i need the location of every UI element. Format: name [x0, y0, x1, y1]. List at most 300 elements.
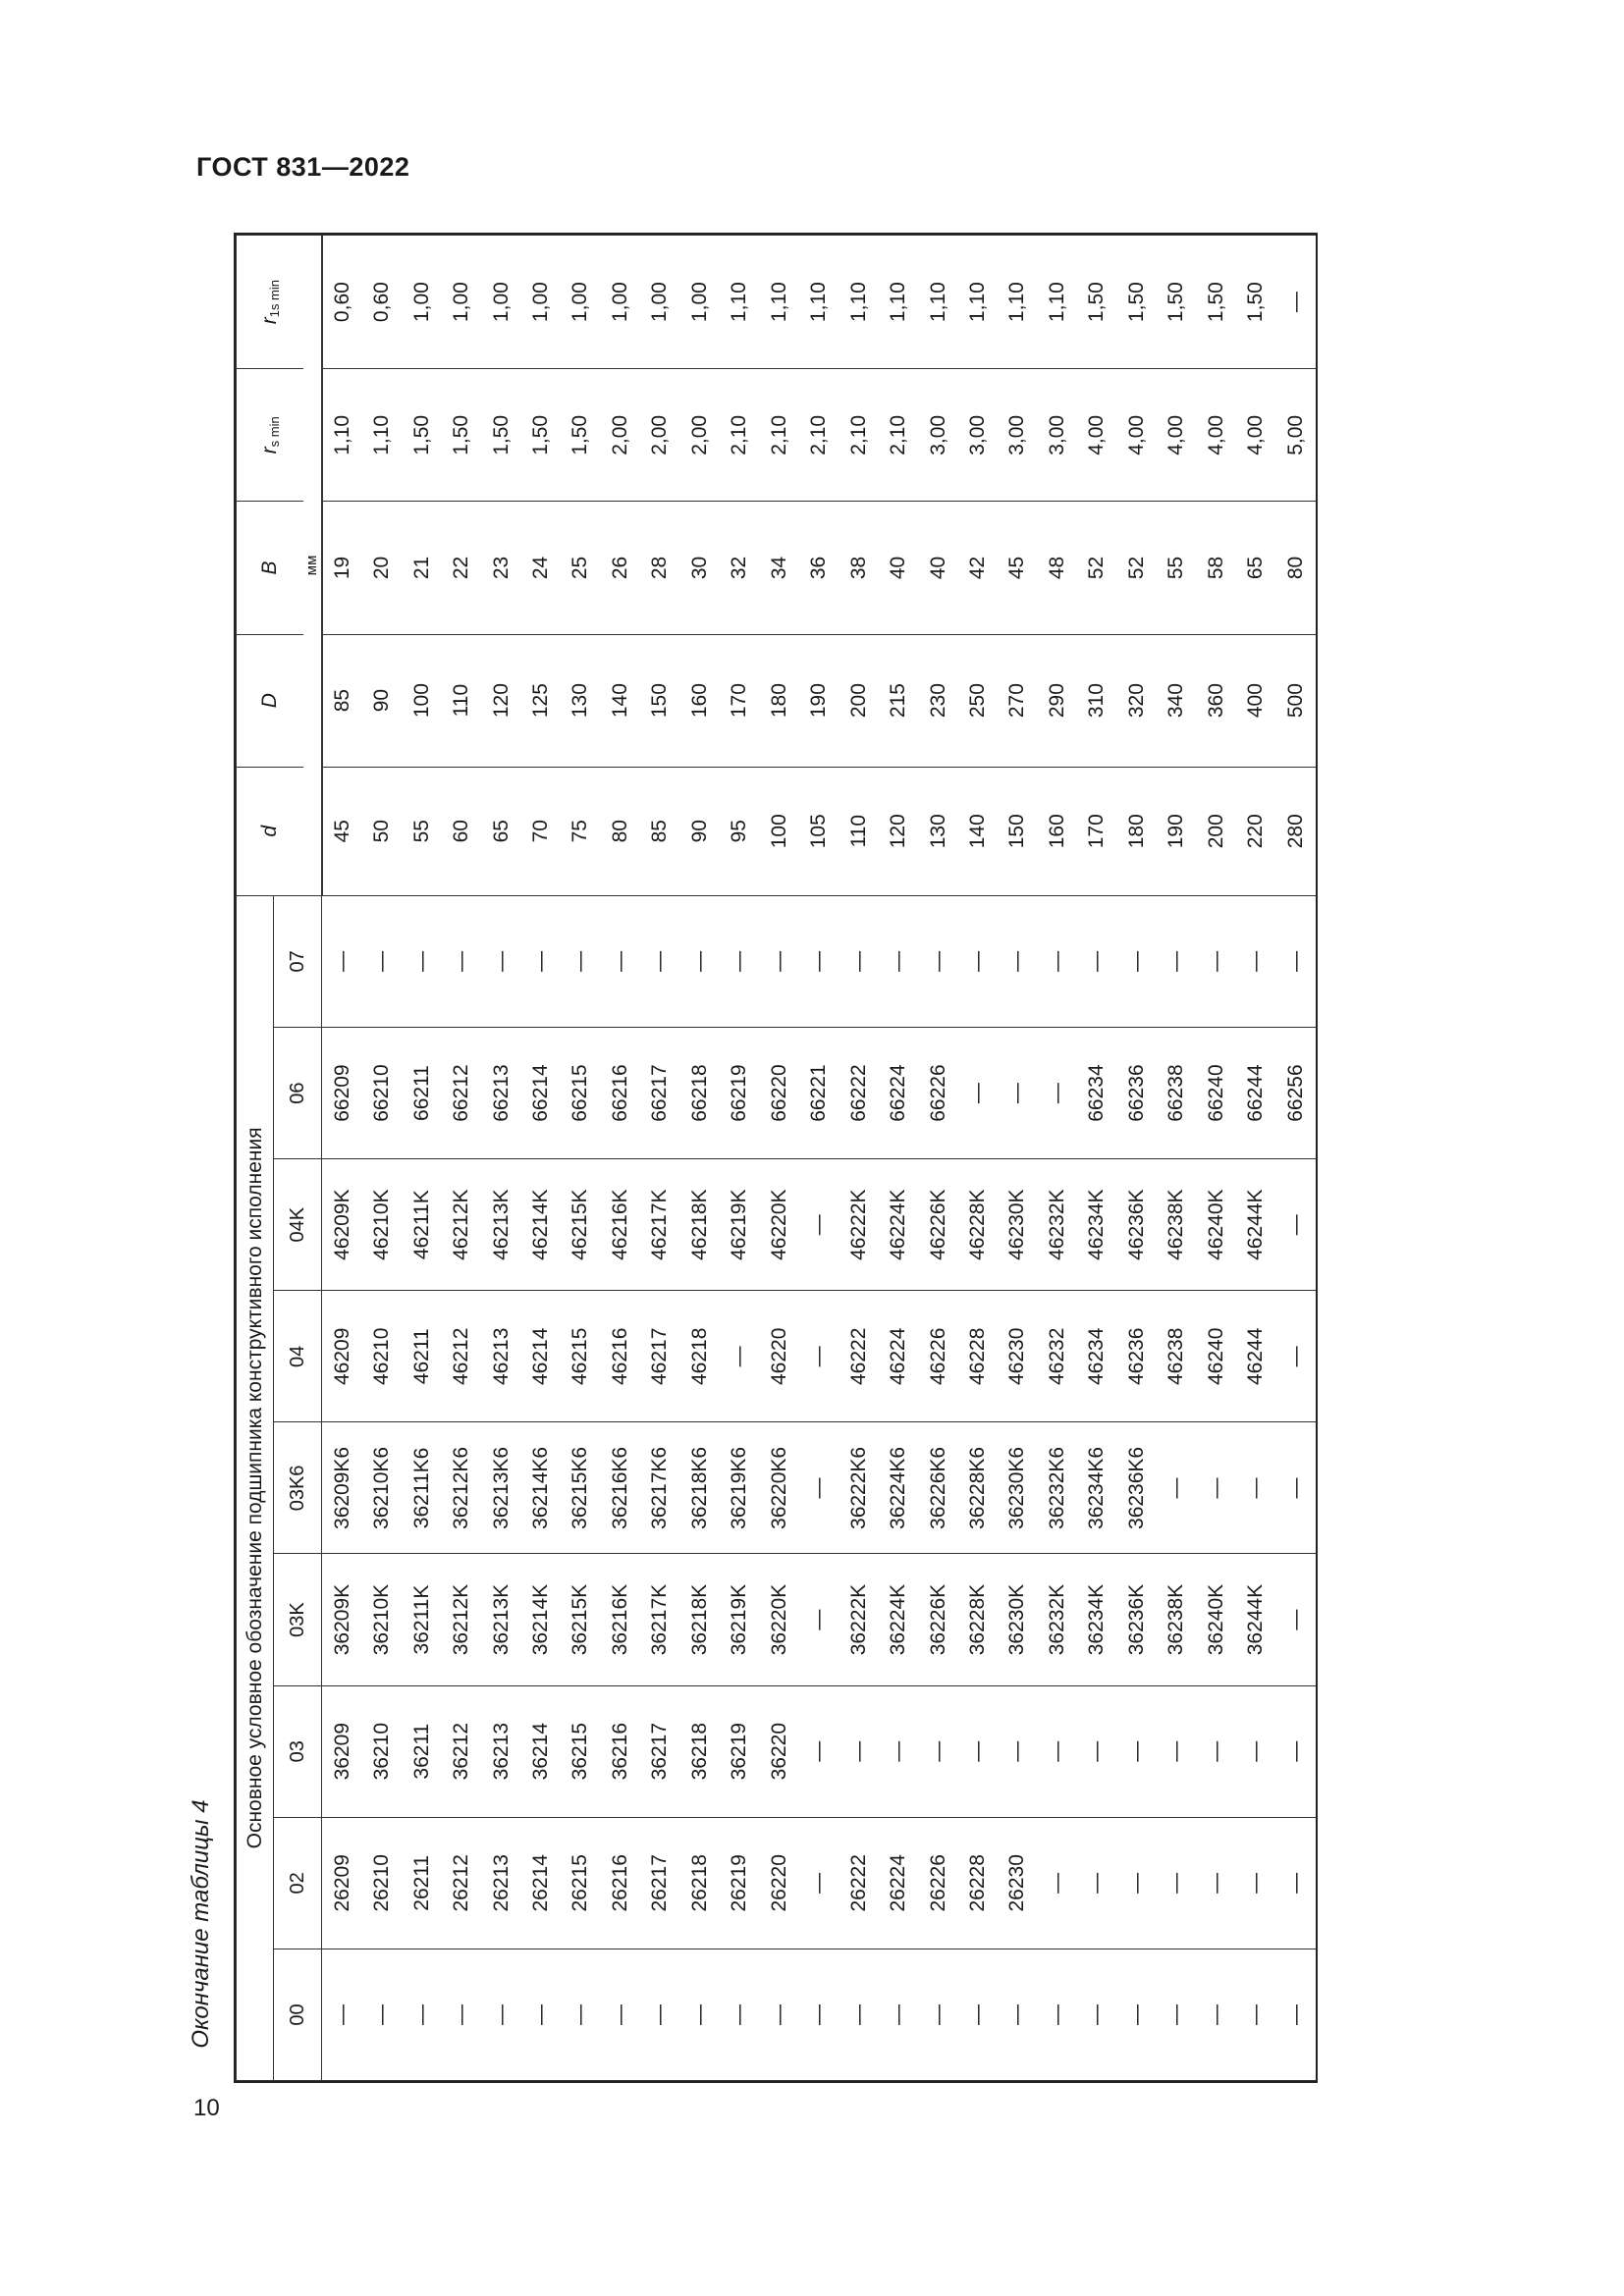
table-cell: 36215K6: [561, 1422, 600, 1554]
table-cell: 95: [720, 767, 759, 895]
table-row: [362, 236, 402, 2081]
table-cell: 1,50: [561, 369, 600, 502]
table-cell: 1,00: [561, 236, 600, 369]
table-cell: 22: [442, 502, 481, 634]
table-cell: 0,60: [322, 236, 363, 369]
table-cell: —: [1197, 1685, 1236, 1817]
table-cell: 1,50: [1157, 236, 1196, 369]
table-cell: 2,10: [879, 369, 918, 502]
table-cell: 24: [521, 502, 561, 634]
header-design-03: 03: [274, 1685, 322, 1817]
table-cell: 0,60: [362, 236, 402, 369]
table-cell: 90: [680, 767, 720, 895]
table-row: [1275, 236, 1316, 2081]
table-cell: 36213K: [481, 1554, 520, 1685]
table-cell: 150: [998, 767, 1037, 895]
table-cell: 66209: [322, 1028, 363, 1159]
table-cell: 66256: [1275, 1028, 1316, 1159]
table-cell: —: [1038, 895, 1077, 1027]
table-cell: 36232K6: [1038, 1422, 1077, 1554]
table-cell: 26214: [521, 1817, 561, 1949]
table-cell: 52: [1117, 502, 1157, 634]
table-cell: —: [322, 895, 363, 1027]
table-cell: 36: [799, 502, 839, 634]
table-cell: 26219: [720, 1817, 759, 1949]
table-cell: 1,10: [998, 236, 1037, 369]
table-cell: 4,00: [1236, 369, 1275, 502]
table-cell: 45: [322, 767, 363, 895]
table-cell: 32: [720, 502, 759, 634]
table-row: [998, 236, 1037, 2081]
table-cell: 80: [1275, 502, 1316, 634]
table-cell: 46212: [442, 1291, 481, 1422]
table-cell: —: [1275, 1685, 1316, 1817]
table-cell: —: [998, 895, 1037, 1027]
table-cell: —: [561, 1949, 600, 2080]
table-cell: —: [799, 1159, 839, 1291]
table-row: [1117, 236, 1157, 2081]
table-cell: 46224K: [879, 1159, 918, 1291]
table-cell: —: [1236, 1685, 1275, 1817]
table-cell: 26222: [839, 1817, 878, 1949]
table-cell: —: [720, 895, 759, 1027]
table-cell: 2,00: [680, 369, 720, 502]
header-design-02: 02: [274, 1817, 322, 1949]
table-cell: 26216: [601, 1817, 640, 1949]
table-cell: 5,00: [1275, 369, 1316, 502]
table-cell: 26226: [918, 1817, 957, 1949]
table-cell: 36219: [720, 1685, 759, 1817]
table-cell: 66240: [1197, 1028, 1236, 1159]
table-cell: —: [1038, 1949, 1077, 2080]
table-cell: —: [1236, 1422, 1275, 1554]
table-cell: 66236: [1117, 1028, 1157, 1159]
table-cell: 160: [680, 634, 720, 767]
table-cell: 36216K: [601, 1554, 640, 1685]
header-design-03k6: 03K6: [274, 1422, 322, 1554]
table-cell: 3,00: [1038, 369, 1077, 502]
table-cell: 66224: [879, 1028, 918, 1159]
table-cell: —: [1275, 1422, 1316, 1554]
table-cell: 3,00: [958, 369, 998, 502]
table-cell: 36210K6: [362, 1422, 402, 1554]
table-cell: 36214: [521, 1685, 561, 1817]
table-cell: 30: [680, 502, 720, 634]
table-cell: 46228: [958, 1291, 998, 1422]
table-cell: 46217: [640, 1291, 679, 1422]
table-cell: —: [1038, 1685, 1077, 1817]
table-cell: 4,00: [1157, 369, 1196, 502]
header-rs-base: r: [257, 447, 281, 454]
table-cell: —: [1197, 895, 1236, 1027]
table-cell: 46217K: [640, 1159, 679, 1291]
table-cell: —: [879, 1685, 918, 1817]
table-row: [1077, 236, 1116, 2081]
table-cell: 1,50: [1077, 236, 1116, 369]
table-cell: 66238: [1157, 1028, 1196, 1159]
table-cell: 1,00: [481, 236, 520, 369]
table-cell: 125: [521, 634, 561, 767]
table-cell: 180: [1117, 767, 1157, 895]
table-cell: —: [1157, 895, 1196, 1027]
table-cell: 46230K: [998, 1159, 1037, 1291]
table-cell: 120: [481, 634, 520, 767]
table-cell: 26209: [322, 1817, 363, 1949]
table-cell: 46222: [839, 1291, 878, 1422]
table-cell: 320: [1117, 634, 1157, 767]
header-design-00: 00: [274, 1949, 322, 2080]
table-cell: 1,50: [1236, 236, 1275, 369]
table-cell: 36222K6: [839, 1422, 878, 1554]
table-cell: 36236K: [1117, 1554, 1157, 1685]
table-body: [322, 236, 1317, 2081]
table-cell: 1,10: [918, 236, 957, 369]
table-cell: 80: [601, 767, 640, 895]
table-cell: 46214: [521, 1291, 561, 1422]
table-row: [879, 236, 918, 2081]
header-design-07: 07: [274, 895, 322, 1027]
table-cell: 75: [561, 767, 600, 895]
table-cell: 36215: [561, 1685, 600, 1817]
table-cell: 66213: [481, 1028, 520, 1159]
table-cell: —: [1038, 1817, 1077, 1949]
table-cell: 36218K: [680, 1554, 720, 1685]
table-cell: 46216K: [601, 1159, 640, 1291]
table-cell: 46222K: [839, 1159, 878, 1291]
table-cell: 230: [918, 634, 957, 767]
table-row: [720, 236, 759, 2081]
table-cell: 46216: [601, 1291, 640, 1422]
table-cell: 36216: [601, 1685, 640, 1817]
page-number: 10: [193, 2095, 220, 2121]
table-cell: 1,50: [1117, 236, 1157, 369]
header-design-04: 04: [274, 1291, 322, 1422]
table-row: [1236, 236, 1275, 2081]
table-cell: 360: [1197, 634, 1236, 767]
table-cell: 1,00: [442, 236, 481, 369]
table-cell: 36224K: [879, 1554, 918, 1685]
table-cell: 36240K: [1197, 1554, 1236, 1685]
table-cell: 2,10: [799, 369, 839, 502]
table-row: [521, 236, 561, 2081]
table-cell: 270: [998, 634, 1037, 767]
table-cell: 215: [879, 634, 918, 767]
table-cell: —: [1157, 1949, 1196, 2080]
table-cell: —: [958, 1949, 998, 2080]
table-cell: 65: [481, 767, 520, 895]
table-cell: —: [879, 895, 918, 1027]
table-cell: 36226K: [918, 1554, 957, 1685]
table-cell: —: [640, 895, 679, 1027]
table-cell: —: [1275, 1817, 1316, 1949]
table-cell: 46211K: [402, 1159, 441, 1291]
table-row: [481, 236, 520, 2081]
table-cell: —: [1117, 895, 1157, 1027]
table-cell: 36230K: [998, 1554, 1037, 1685]
table-cell: 36220: [760, 1685, 799, 1817]
table-cell: 200: [839, 634, 878, 767]
table-cell: 46228K: [958, 1159, 998, 1291]
table-cell: 1,10: [720, 236, 759, 369]
table-cell: 66226: [918, 1028, 957, 1159]
table-cell: 340: [1157, 634, 1196, 767]
rotated-table-wrapper: [236, 235, 1316, 2081]
table-cell: —: [640, 1949, 679, 2080]
table-cell: 3,00: [918, 369, 957, 502]
table-cell: 36220K6: [760, 1422, 799, 1554]
header-r1s-base: r: [257, 317, 281, 325]
header-r1s-sub: 1s min: [266, 279, 282, 318]
table-cell: 48: [1038, 502, 1077, 634]
table-cell: 46209: [322, 1291, 363, 1422]
table-cell: 280: [1275, 767, 1316, 895]
table-cell: 1,50: [521, 369, 561, 502]
table-cell: 36230K6: [998, 1422, 1037, 1554]
table-cell: 36209: [322, 1685, 363, 1817]
table-cell: 36214K6: [521, 1422, 561, 1554]
table-cell: 36214K: [521, 1554, 561, 1685]
table-cell: —: [799, 1949, 839, 2080]
table-cell: 36228K: [958, 1554, 998, 1685]
table-cell: 66218: [680, 1028, 720, 1159]
table-cell: 21: [402, 502, 441, 634]
table-cell: 36217K: [640, 1554, 679, 1685]
table-cell: 100: [402, 634, 441, 767]
table-cell: —: [958, 1685, 998, 1817]
table-cell: 46224: [879, 1291, 918, 1422]
table-cell: 36211K: [402, 1554, 441, 1685]
table-cell: 170: [720, 634, 759, 767]
table-cell: —: [521, 1949, 561, 2080]
table-cell: —: [1275, 895, 1316, 1027]
table-cell: 46236K: [1117, 1159, 1157, 1291]
table-cell: —: [322, 1949, 363, 2080]
table-cell: —: [799, 1685, 839, 1817]
table-cell: —: [799, 1291, 839, 1422]
table-cell: 170: [1077, 767, 1116, 895]
group-header: Основное условное обозначение подшипника конструктивного исполнения: [237, 895, 274, 2080]
table-cell: 36211K6: [402, 1422, 441, 1554]
table-cell: 1,00: [521, 236, 561, 369]
table-cell: 36210: [362, 1685, 402, 1817]
table-cell: 36226K6: [918, 1422, 957, 1554]
table-cell: 26212: [442, 1817, 481, 1949]
table-cell: 66220: [760, 1028, 799, 1159]
table-cell: 36236K6: [1117, 1422, 1157, 1554]
table-cell: 55: [402, 767, 441, 895]
table-cell: 19: [322, 502, 363, 634]
table-cell: 36218K6: [680, 1422, 720, 1554]
table-cell: 36222K: [839, 1554, 878, 1685]
table-cell: —: [1197, 1817, 1236, 1949]
table-cell: 66214: [521, 1028, 561, 1159]
table-cell: —: [601, 1949, 640, 2080]
table-cell: —: [1236, 1949, 1275, 2080]
table-cell: 26218: [680, 1817, 720, 1949]
table-cell: —: [1117, 1949, 1157, 2080]
table-cell: 46244: [1236, 1291, 1275, 1422]
table-cell: —: [879, 1949, 918, 2080]
table-cell: —: [1275, 236, 1316, 369]
table-cell: 1,10: [958, 236, 998, 369]
table-row: [1038, 236, 1077, 2081]
table-cell: —: [442, 895, 481, 1027]
document-title: ГОСТ 831—2022: [196, 152, 410, 182]
table-cell: 1,00: [680, 236, 720, 369]
header-design-03k: 03K: [274, 1554, 322, 1685]
table-cell: 46238: [1157, 1291, 1196, 1422]
table-cell: 46218: [680, 1291, 720, 1422]
table-cell: 46234: [1077, 1291, 1116, 1422]
table-cell: —: [402, 895, 441, 1027]
table-cell: 36219K6: [720, 1422, 759, 1554]
table-cell: 38: [839, 502, 878, 634]
table-cell: 46215K: [561, 1159, 600, 1291]
table-cell: —: [1157, 1817, 1196, 1949]
table-cell: 46238K: [1157, 1159, 1196, 1291]
table-cell: —: [362, 1949, 402, 2080]
table-cell: 46210K: [362, 1159, 402, 1291]
table-cell: —: [1077, 1817, 1116, 1949]
table-cell: 26213: [481, 1817, 520, 1949]
table-cell: —: [1117, 1817, 1157, 1949]
table-cell: 66211: [402, 1028, 441, 1159]
table-cell: 180: [760, 634, 799, 767]
table-cell: 26215: [561, 1817, 600, 1949]
table-cell: 4,00: [1077, 369, 1116, 502]
table-cell: 36232K: [1038, 1554, 1077, 1685]
table-cell: 66210: [362, 1028, 402, 1159]
table-cell: 65: [1236, 502, 1275, 634]
table-cell: 36210K: [362, 1554, 402, 1685]
table-cell: 70: [521, 767, 561, 895]
table-cell: 40: [879, 502, 918, 634]
table-cell: 46220: [760, 1291, 799, 1422]
table-cell: 1,50: [1197, 236, 1236, 369]
table-cell: 85: [322, 634, 363, 767]
table-cell: —: [1038, 1028, 1077, 1159]
table-row: [958, 236, 998, 2081]
table-cell: —: [1197, 1949, 1236, 2080]
table-cell: 46215: [561, 1291, 600, 1422]
table-cell: 26: [601, 502, 640, 634]
table-row: [760, 236, 799, 2081]
table-cell: 20: [362, 502, 402, 634]
table-row: [322, 236, 363, 2081]
table-cell: 2,00: [640, 369, 679, 502]
table-cell: 46220K: [760, 1159, 799, 1291]
table-row: [1197, 236, 1236, 2081]
table-cell: —: [1275, 1949, 1316, 2080]
table-cell: 46240K: [1197, 1159, 1236, 1291]
table-cell: 1,10: [1038, 236, 1077, 369]
table-cell: 36212K6: [442, 1422, 481, 1554]
header-D: D: [237, 634, 303, 767]
table-cell: —: [839, 1685, 878, 1817]
table-cell: 2,10: [760, 369, 799, 502]
table-cell: 66217: [640, 1028, 679, 1159]
table-cell: —: [799, 1817, 839, 1949]
table-cell: 2,10: [839, 369, 878, 502]
table-cell: 36219K: [720, 1554, 759, 1685]
table-cell: —: [521, 895, 561, 1027]
table-row: [839, 236, 878, 2081]
table-cell: 45: [998, 502, 1037, 634]
table-cell: 46210: [362, 1291, 402, 1422]
table-cell: 1,10: [879, 236, 918, 369]
table-row: [561, 236, 600, 2081]
table-cell: 1,10: [799, 236, 839, 369]
table-cell: 26224: [879, 1817, 918, 1949]
table-cell: 26230: [998, 1817, 1037, 1949]
table-cell: 42: [958, 502, 998, 634]
table-cell: 400: [1236, 634, 1275, 767]
table-cell: —: [918, 1949, 957, 2080]
table-cell: —: [799, 1554, 839, 1685]
table-cell: 66234: [1077, 1028, 1116, 1159]
table-cell: —: [1275, 1159, 1316, 1291]
table-cell: —: [402, 1949, 441, 2080]
table-cell: 36212K: [442, 1554, 481, 1685]
table-row: [601, 236, 640, 2081]
table-cell: 130: [918, 767, 957, 895]
table-row: [918, 236, 957, 2081]
table-row: [640, 236, 679, 2081]
table-cell: 1,10: [322, 369, 363, 502]
header-design-04k: 04K: [274, 1159, 322, 1291]
table-cell: 500: [1275, 634, 1316, 767]
table-cell: 1,00: [402, 236, 441, 369]
table-cell: —: [998, 1028, 1037, 1159]
table-cell: —: [720, 1949, 759, 2080]
table-cell: —: [839, 1949, 878, 2080]
table-cell: —: [1157, 1685, 1196, 1817]
table-cell: 36215K: [561, 1554, 600, 1685]
table-cell: 55: [1157, 502, 1196, 634]
table-cell: 36228K6: [958, 1422, 998, 1554]
table-cell: 150: [640, 634, 679, 767]
table-cell: 36234K: [1077, 1554, 1116, 1685]
table-cell: —: [1197, 1422, 1236, 1554]
table-cell: 90: [362, 634, 402, 767]
table-cell: —: [1236, 1817, 1275, 1949]
table-cell: —: [760, 1949, 799, 2080]
table-cell: 36211: [402, 1685, 441, 1817]
table-cell: —: [1275, 1554, 1316, 1685]
table-cell: 58: [1197, 502, 1236, 634]
table-cell: 46213: [481, 1291, 520, 1422]
table-cell: 105: [799, 767, 839, 895]
table-cell: 1,50: [481, 369, 520, 502]
table-cell: 3,00: [998, 369, 1037, 502]
table-cell: 1,10: [362, 369, 402, 502]
table-cell: 36234K6: [1077, 1422, 1116, 1554]
table-cell: 46226: [918, 1291, 957, 1422]
table-cell: —: [998, 1685, 1037, 1817]
table-cell: —: [481, 895, 520, 1027]
table-cell: 200: [1197, 767, 1236, 895]
table-cell: 85: [640, 767, 679, 895]
table-cell: 46226K: [918, 1159, 957, 1291]
table-cell: 46211: [402, 1291, 441, 1422]
table-cell: 46232: [1038, 1291, 1077, 1422]
table-cell: 46214K: [521, 1159, 561, 1291]
table-cell: 52: [1077, 502, 1116, 634]
table-cell: —: [442, 1949, 481, 2080]
table-cell: 46230: [998, 1291, 1037, 1422]
table-cell: —: [918, 1685, 957, 1817]
table-cell: 36213K6: [481, 1422, 520, 1554]
